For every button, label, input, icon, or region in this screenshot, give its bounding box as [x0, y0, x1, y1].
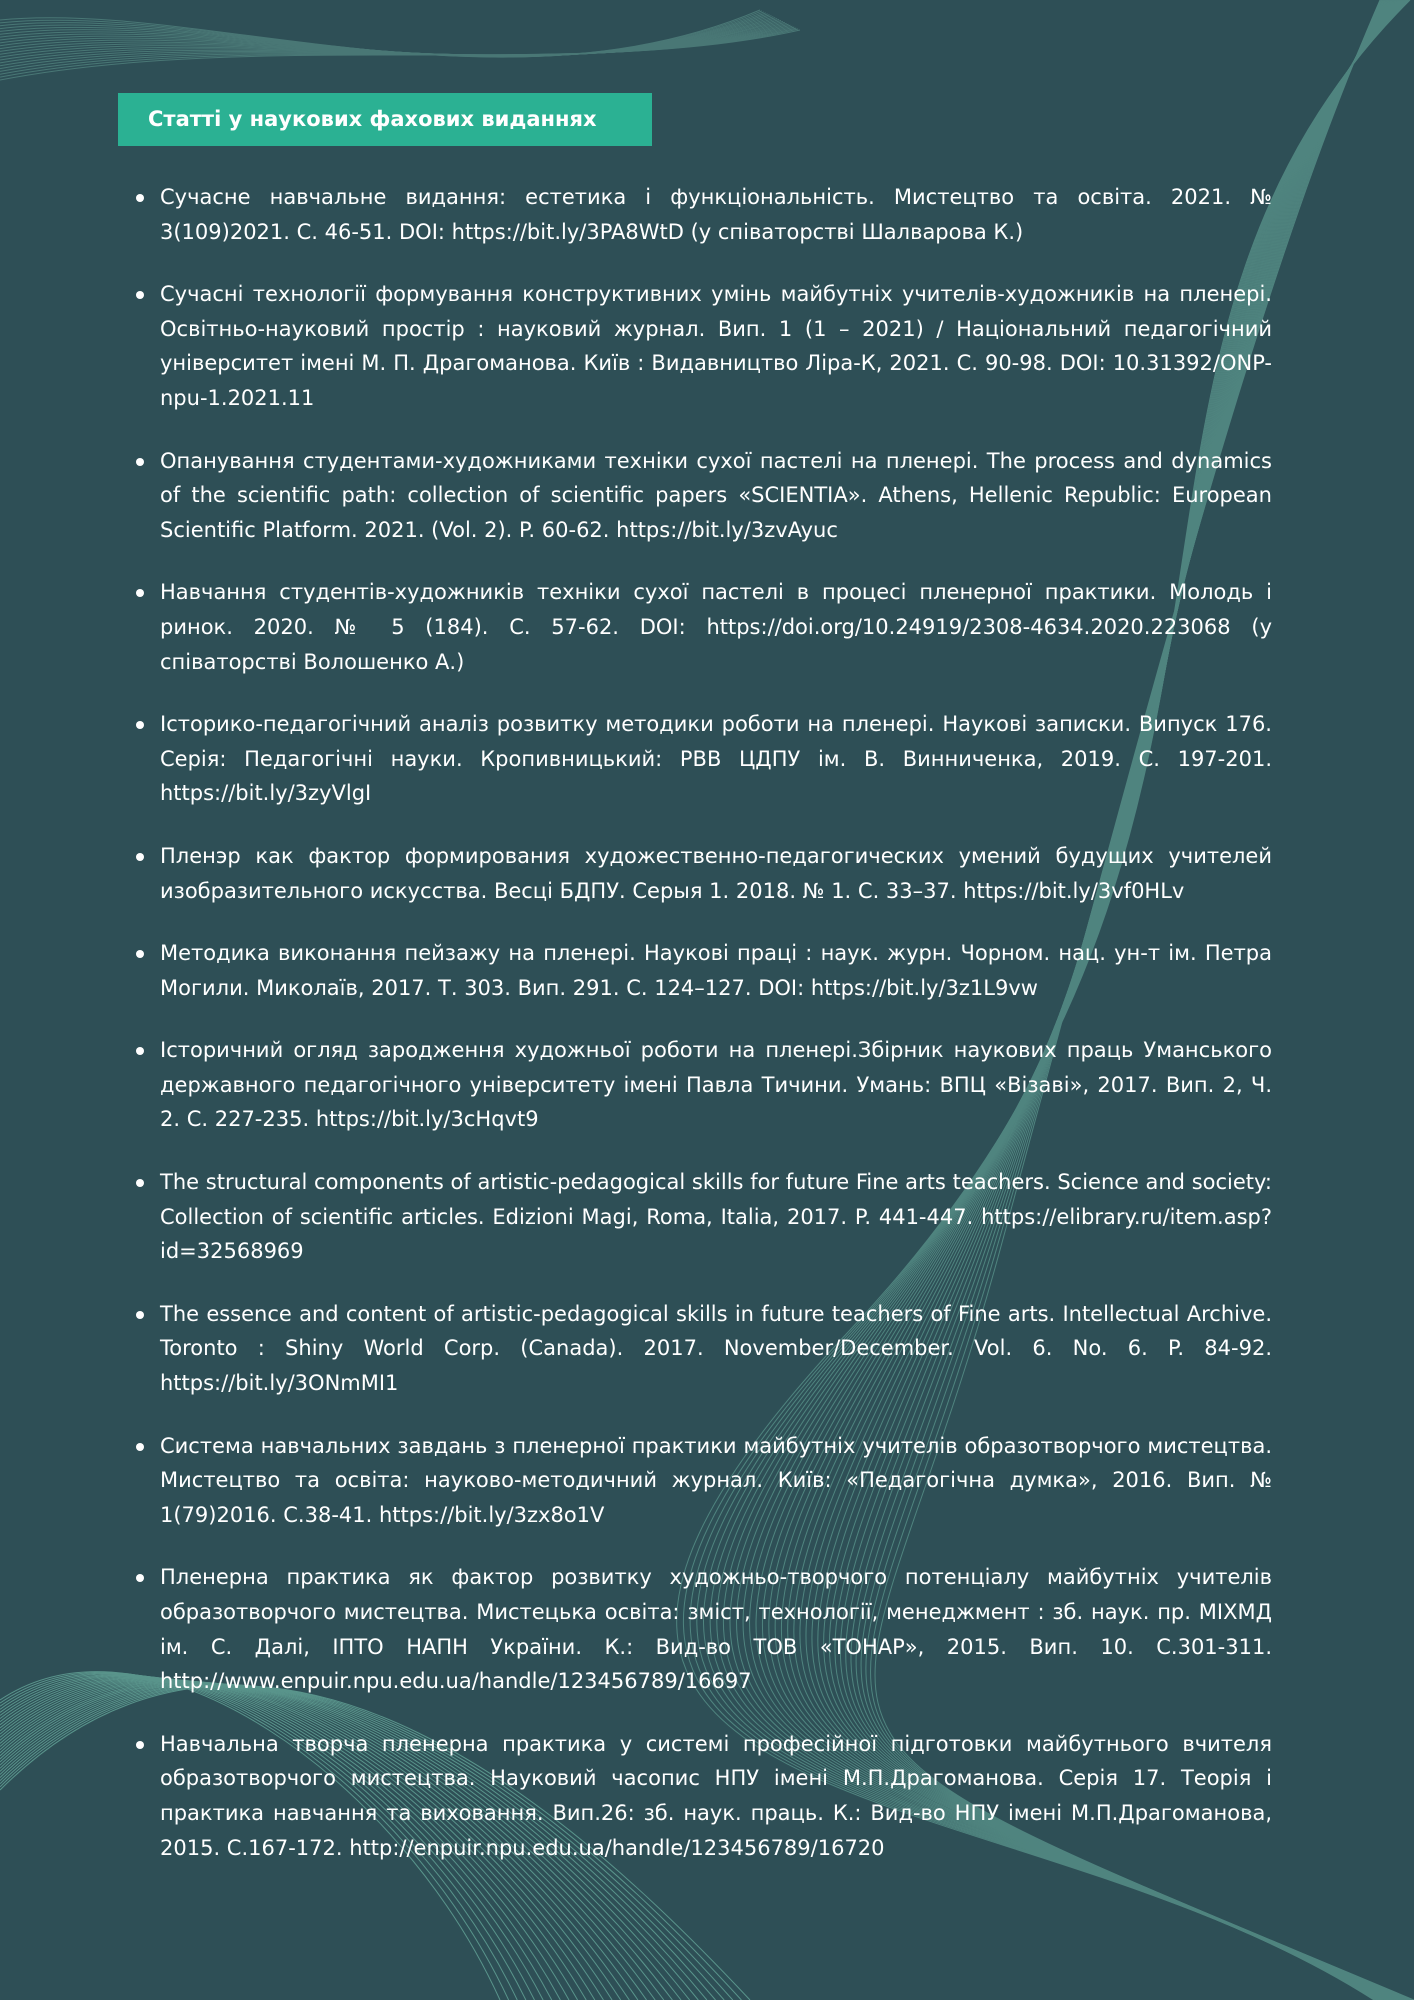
list-item: Опанування студентами-художниками техніки сухої пастелі на пленері. The process and dynamics of the scientific path: collection of scientific papers «SCIENTIA». Athens, Hellenic Republic: European Scientific Platform. 2021. (Vol. 2). P. 60-62. https://bit.ly/3zvAyuc [160, 444, 1272, 548]
list-item: Історичний огляд зародження художньої роботи на пленері.Збірник наукових праць Уманського державного педагогічного університету імені Павла Тичини. Умань: ВПЦ «Візаві», 2017. Вип. 2, Ч. 2. С. 227-235. https://bit.ly/3cHqvt9 [160, 1033, 1272, 1137]
list-item: Сучасне навчальне видання: естетика і функціональність. Мистецтво та освіта. 2021. № 3(109)2021. С. 46-51. DOI: https://bit.ly/3PA8WtD (у співаторстві Шалварова К.) [160, 180, 1272, 249]
list-item: Методика виконання пейзажу на пленері. Наукові праці : наук. журн. Чорном. нац. ун-т ім. Петра Могили. Миколаїв, 2017. Т. 303. Вип. 291. С. 124–127. DOI: https://bit.ly/3z1L9vw [160, 936, 1272, 1005]
list-item: Навчальна творча пленерна практика у системі професійної підготовки майбутнього вчителя образотворчого мистецтва. Науковий часопис НПУ імені М.П.Драгоманова. Серія 17. Теорія і практика навчання та виховання. Вип.26: зб. наук. праць. К.: Вид-во НПУ імені М.П.Драгоманова, 2015. С.167-172. http://enpuir.npu.edu.ua/handle/123456789/16720 [160, 1727, 1272, 1865]
section-title: Статті у наукових фахових виданнях [118, 93, 652, 146]
list-item: Система навчальних завдань з пленерної практики майбутніх учителів образотворчого мистецтва. Мистецтво та освіта: науково-методичний журнал. Київ: «Педагогічна думка», 2016. Вип. № 1(79)2016. С.38-41. https://bit.ly/3zx8o1V [160, 1429, 1272, 1533]
list-item: Історико-педагогічний аналіз розвитку методики роботи на пленері. Наукові записки. Випуск 176. Серія: Педагогічні науки. Кропивницький: РВВ ЦДПУ ім. В. Винниченка, 2019. С. 197-201. https://bit.ly/3zyVlgI [160, 707, 1272, 811]
list-item: The structural components of artistic-pedagogical skills for future Fine arts teachers. Science and society: Collection of scientific articles. Edizioni Magi, Roma, Italia, 2017. P. 441-447. https://elibrary.ru/item.asp?id=32568969 [160, 1165, 1272, 1269]
list-item: Сучасні технології формування конструктивних умінь майбутніх учителів-художників на пленері. Освітньо-науковий простір : науковий журнал. Вип. 1 (1 – 2021) / Національний педагогічний університет імені М. П. Драгоманова. Київ : Видавництво Ліра-К, 2021. С. 90-98. DOI: 10.31392/ONP-npu-1.2021.11 [160, 277, 1272, 415]
list-item: Пленерна практика як фактор розвитку художньо-творчого потенціалу майбутніх учителів образотворчого мистецтва. Мистецька освіта: зміст, технології, менеджмент : зб. наук. пр. МІХМД ім. С. Далі, ІПТО НАПН України. К.: Вид-во ТОВ «ТОНАР», 2015. Вип. 10. С.301-311. http://www.enpuir.npu.edu.ua/handle/123456789/16697 [160, 1560, 1272, 1698]
list-item: Навчання студентів-художників техніки сухої пастелі в процесі пленерної практики. Молодь і ринок. 2020. № 5 (184). С. 57-62. DOI: https://doi.org/10.24919/2308-4634.2020.223068 (у співаторстві Волошенко А.) [160, 575, 1272, 679]
list-item: Пленэр как фактор формирования художественно-педагогических умений будущих учителей изобразительного искусства. Весці БДПУ. Серыя 1. 2018. № 1. С. 33–37. https://bit.ly/3vf0HLv [160, 839, 1272, 908]
list-item: The essence and content of artistic-pedagogical skills in future teachers of Fine arts. Intellectual Archive. Toronto : Shiny World Corp. (Canada). 2017. November/December. Vol. 6. No. 6. P. 84-92. https://bit.ly/3ONmMI1 [160, 1297, 1272, 1401]
publication-list [160, 180, 1272, 1893]
